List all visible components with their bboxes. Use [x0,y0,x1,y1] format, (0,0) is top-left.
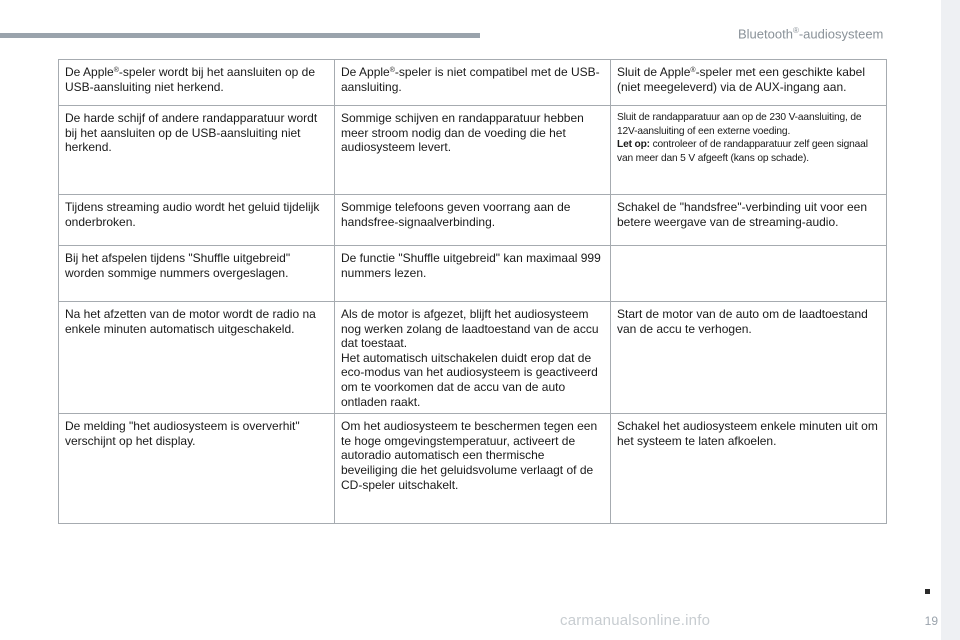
troubleshooting-table [58,59,887,524]
cell-text: -speler is niet compatibel met de USB-aansluiting. [341,65,600,94]
table-cell-solution [611,246,887,302]
page-edge-strip [941,0,960,640]
cell-text: Sluit de Apple [617,65,691,79]
section-title-mark: ® [792,26,799,35]
cell-text: Sluit de randapparatuur aan op de 230 V-aansluiting, de 12V-aansluiting of een externe voeding. [617,112,862,137]
table-row [59,302,887,414]
table-row [59,195,887,246]
registered-mark: ® [690,67,696,74]
table-cell-cause: De functie "Shuffle uitgebreid" kan maximaal 999 nummers lezen. [335,246,611,302]
table-cell-question: Tijdens streaming audio wordt het geluid tijdelijk onderbroken. [59,195,335,246]
section-title-main: Bluetooth [738,26,793,42]
table-cell-solution: Schakel de "handsfree"-verbinding uit voor een betere weergave van de streaming-audio. [611,195,887,246]
table-cell-question: Bij het afspelen tijdens "Shuffle uitgebreid" worden sommige nummers overgeslagen. [59,246,335,302]
registered-mark: ® [389,67,395,74]
cell-note [617,138,880,165]
table-cell-solution [611,106,887,195]
header-rule [0,33,480,38]
table-cell-question [59,60,335,106]
table-cell-question: De melding "het audiosysteem is oververhit" verschijnt op het display. [59,414,335,524]
note-text: controleer of de randapparatuur zelf geen signaal van meer dan 5 V afgeeft (kans op schade). [617,139,868,164]
section-title [738,26,928,41]
table-row [59,106,887,195]
section-title-suffix: -audiosysteem [798,26,884,42]
cell-text: De Apple [341,65,390,79]
table-cell-cause: Om het audiosysteem te beschermen tegen een te hoge omgevingstemperatuur, activeert de autoradio automatisch een thermische beveiliging die het geluidsvolume verlaagt of de CD-speler uitschakelt. [335,414,611,524]
cell-text: -speler wordt bij het aansluiten op de USB-aansluiting niet herkend. [65,65,315,94]
continue-marker-icon [925,589,930,594]
table-row [59,246,887,302]
cell-text: Als de motor is afgezet, blijft het audiosysteem nog werken zolang de laadtoestand van de accu dat toestaat. [341,307,599,351]
table-row [59,414,887,524]
table-cell-solution: Start de motor van de auto om de laadtoestand van de accu te verhogen. [611,302,887,414]
table-cell-question: De harde schijf of andere randapparatuur wordt bij het aansluiten op de USB-aansluiting niet herkend. [59,106,335,195]
table-cell-cause: Sommige telefoons geven voorrang aan de handsfree-signaalverbinding. [335,195,611,246]
note-label: Let op: [617,139,650,151]
table-row [59,60,887,106]
table-cell-solution [611,60,887,106]
watermark: carmanualsonline.info [560,612,711,629]
table-cell-cause [335,60,611,106]
registered-mark: ® [113,67,119,74]
cell-text: Het automatisch uitschakelen duidt erop dat de eco-modus van het audiosysteem is geactiveerd om te voorkomen dat de accu van de auto ontladen raakt. [341,350,598,409]
cell-text: -speler met een geschikte kabel (niet meegeleverd) via de AUX-ingang aan. [617,65,865,94]
table-cell-cause [335,302,611,414]
table-cell-question: Na het afzetten van de motor wordt de radio na enkele minuten automatisch uitgeschakeld. [59,302,335,414]
cell-text: De Apple [65,65,114,79]
table-cell-cause: Sommige schijven en randapparatuur hebben meer stroom nodig dan de voeding die het audiosysteem levert. [335,106,611,195]
page-number: 19 [924,614,938,628]
table-cell-solution: Schakel het audiosysteem enkele minuten uit om het systeem te laten afkoelen. [611,414,887,524]
